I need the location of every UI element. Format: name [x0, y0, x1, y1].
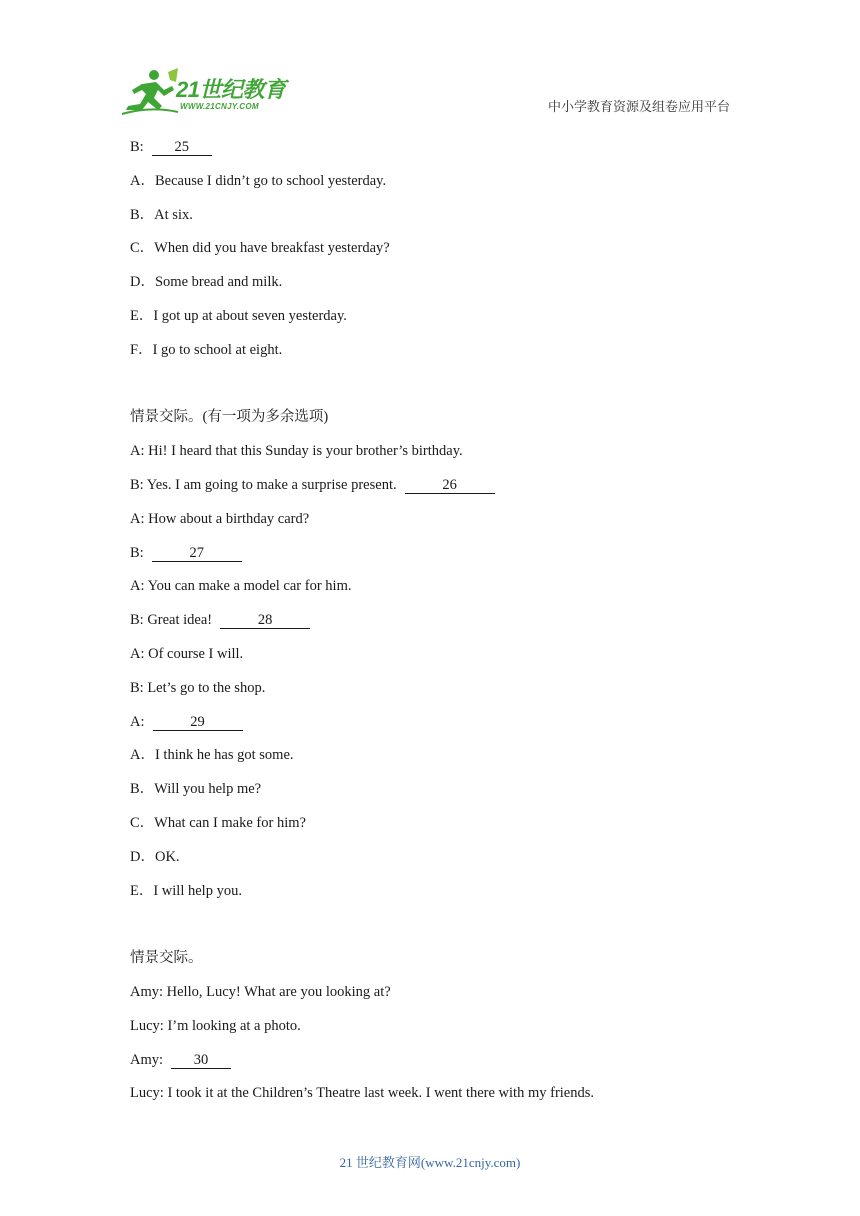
section-title: 情景交际。(有一项为多余选项): [130, 409, 329, 426]
option-line: A．Because I didn’t go to school yesterday.: [130, 172, 387, 189]
dialogue-line: Lucy: I took it at the Children’s Theatre last week. I went there with my friends.: [130, 1085, 595, 1102]
dialogue-line: Lucy: I’m looking at a photo.: [130, 1017, 301, 1034]
answer-blank[interactable]: 26: [405, 477, 495, 494]
logo: [120, 66, 295, 118]
dialogue-line: A: You can make a model car for him.: [130, 578, 352, 595]
option-line: C．When did you have breakfast yesterday?: [130, 240, 390, 257]
dialogue-line: Amy: 30: [130, 1044, 750, 1078]
page-footer: 21 世纪教育网(www.21cnjy.com): [339, 1155, 521, 1170]
dialogue-line: B: Yes. I am going to make a surprise present. 26: [130, 469, 750, 503]
dialogue-line: B: Great idea! 28: [130, 604, 750, 638]
dialogue-line: B: 27: [130, 537, 750, 571]
runner-logo-icon: [120, 66, 180, 118]
option-line: D．OK.: [130, 848, 180, 865]
option-line: B．At six.: [130, 206, 193, 223]
answer-blank[interactable]: 30: [171, 1052, 231, 1069]
option-line: E．I got up at about seven yesterday.: [130, 307, 347, 324]
logo-url: WWW.21CNJY.COM: [180, 102, 259, 111]
dialogue-line: A: Of course I will.: [130, 645, 244, 662]
dialogue-line: A: Hi! I heard that this Sunday is your brother’s birthday.: [130, 443, 463, 460]
option-line: A．I think he has got some.: [130, 747, 294, 764]
option-line: E．I will help you.: [130, 882, 242, 899]
dialogue-line: A: How about a birthday card?: [130, 510, 310, 527]
option-line: C．What can I make for him?: [130, 814, 306, 831]
answer-blank[interactable]: 25: [152, 139, 212, 156]
answer-blank[interactable]: 27: [152, 545, 242, 562]
platform-label: 中小学教育资源及组卷应用平台: [547, 99, 730, 114]
document-body: [130, 131, 750, 1111]
dialogue-line: B: 25: [130, 131, 750, 165]
answer-blank[interactable]: 29: [153, 714, 243, 731]
option-line: B．Will you help me?: [130, 781, 262, 798]
section-title: 情景交际。: [130, 950, 203, 967]
option-line: D．Some bread and milk.: [130, 274, 283, 291]
answer-blank[interactable]: 28: [220, 612, 310, 629]
page-header: [0, 0, 860, 130]
dialogue-line: Amy: Hello, Lucy! What are you looking at?: [130, 983, 391, 1000]
dialogue-line: A: 29: [130, 706, 750, 740]
option-line: F．I go to school at eight.: [130, 341, 283, 358]
logo-text: 21世纪教育: [176, 77, 286, 102]
dialogue-line: B: Let’s go to the shop.: [130, 679, 266, 696]
